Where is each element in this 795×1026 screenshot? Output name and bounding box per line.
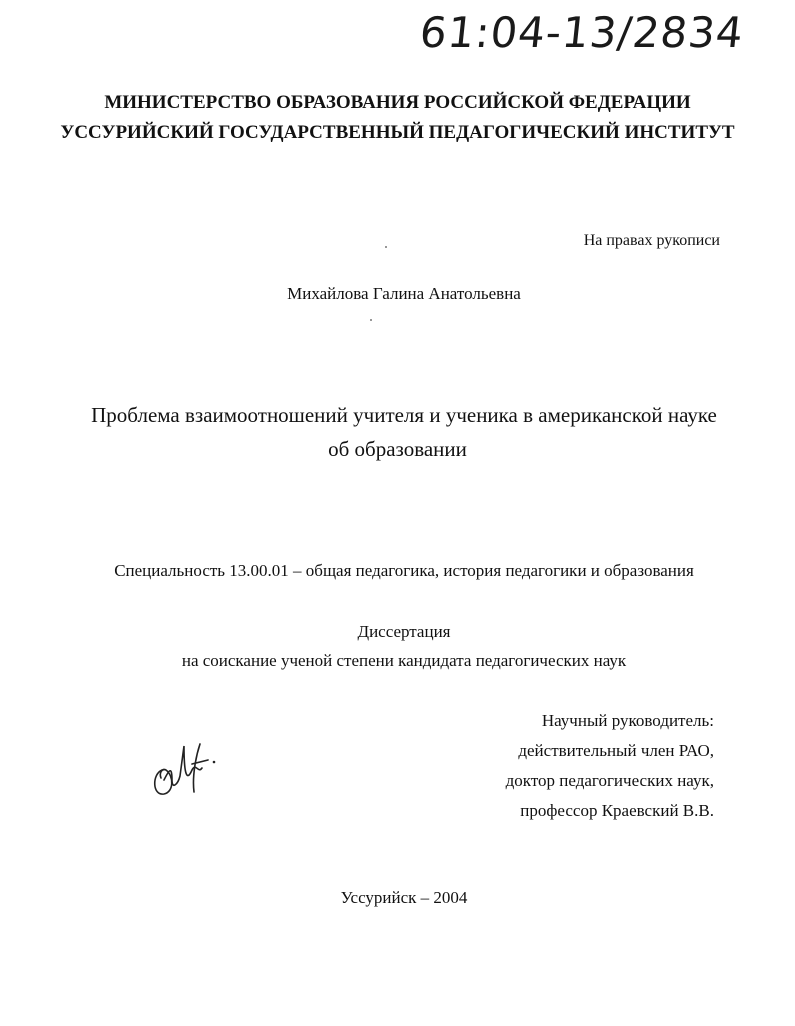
ministry-name: МИНИСТЕРСТВО ОБРАЗОВАНИЯ РОССИЙСКОЙ ФЕДЕРАЦИИ xyxy=(104,92,691,113)
supervisor-heading: Научный руководитель: xyxy=(541,711,714,730)
supervisor-membership: действительный член РАО, xyxy=(518,741,714,760)
supervisor-name: профессор Краевский В.В. xyxy=(520,801,714,820)
dissertation-title-line2: об образовании xyxy=(328,437,467,461)
degree-sought: на соискание ученой степени кандидата педагогических наук xyxy=(181,651,627,670)
author-name: Михайлова Галина Анатольевна xyxy=(287,284,521,303)
scan-speck xyxy=(370,319,372,321)
scan-speck xyxy=(385,246,387,248)
institute-name: УССУРИЙСКИЙ ГОСУДАРСТВЕННЫЙ ПЕДАГОГИЧЕСКИЙ ИНСТИТУТ xyxy=(60,122,735,143)
supervisor-degree: доктор педагогических наук, xyxy=(505,771,714,790)
dissertation-title-line1: Проблема взаимоотношений учителя и ученика в американской науке xyxy=(91,403,717,427)
rights-note: На правах рукописи xyxy=(583,232,720,249)
handwritten-signature xyxy=(148,740,228,807)
document-type: Диссертация xyxy=(357,622,451,641)
city-and-year: Уссурийск – 2004 xyxy=(340,888,468,907)
archive-stamp-number: 61:04-13/2834 xyxy=(417,8,747,57)
specialty: Специальность 13.00.01 – общая педагогика, история педагогики и образования xyxy=(114,561,694,580)
